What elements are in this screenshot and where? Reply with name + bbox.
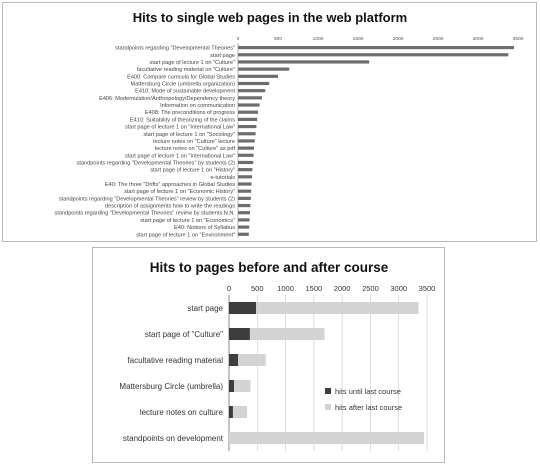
x-tick-label: 2500 xyxy=(432,37,444,42)
category-label: description of assignments how to write the readings xyxy=(105,203,235,210)
bar-hits-after-last-course xyxy=(238,354,266,366)
chart-title: Hits to pages before and after course xyxy=(149,260,389,275)
bar xyxy=(238,154,254,157)
bar-hits-after-last-course xyxy=(234,380,250,392)
category-label: E408: The preconditions of progress xyxy=(144,110,235,117)
category-label: standpoints regarding "Developmental Theories" review by students N.N. xyxy=(54,210,235,217)
bar xyxy=(238,60,369,63)
category-label: E410: Mode of sustainable development xyxy=(135,88,235,95)
category-label: Mattersburg Circle (umbrella) xyxy=(119,382,223,391)
bar xyxy=(238,175,252,178)
legend-label: hits after last course xyxy=(335,403,403,412)
category-label: lecture notes on culture xyxy=(139,408,223,417)
chart-single-pages xyxy=(2,2,537,242)
x-tick-label: 1500 xyxy=(352,37,364,42)
x-tick-label: 0 xyxy=(226,284,232,293)
category-label: E400: Compare curricula for Global Studies xyxy=(127,74,235,81)
bar-hits-after-last-course xyxy=(229,432,424,444)
bar xyxy=(238,53,508,56)
bar xyxy=(238,132,256,135)
category-label: E410: Suitability of theorizing of the claims xyxy=(129,117,235,124)
x-tick-label: 3500 xyxy=(418,284,436,293)
legend-label: hits until last course xyxy=(335,387,401,396)
bar xyxy=(238,182,252,185)
chart-single-pages-svg xyxy=(3,3,538,243)
category-label: start page of lecture 1 on "History" xyxy=(150,167,235,174)
category-label: start page of lecture 1 on "Economics" xyxy=(140,217,235,224)
bar-hits-after-last-course xyxy=(256,302,418,314)
bar xyxy=(238,103,260,106)
bar xyxy=(238,75,278,78)
bar xyxy=(238,204,250,207)
bar xyxy=(238,89,265,92)
category-label: E40: The three "Drifts" approaches in Global Studies xyxy=(104,182,235,189)
bar xyxy=(238,96,262,99)
bar xyxy=(238,168,252,171)
bar-hits-until-last-course xyxy=(229,354,238,366)
category-label: facultative reading material on "Culture" xyxy=(136,67,235,74)
chart-title: Hits to single web pages in the web platform xyxy=(132,10,408,25)
category-label: lecture notes on "Culture" lecture xyxy=(153,138,235,145)
x-tick-label: 500 xyxy=(251,284,264,293)
category-label: start page of "Culture" xyxy=(144,330,223,339)
category-label: E406: Modernization/Anthropology/Dependency theory xyxy=(99,95,235,102)
bar xyxy=(238,147,254,150)
category-label: start page of lecture 1 on "Culture" xyxy=(149,59,235,66)
x-tick-label: 0 xyxy=(236,37,240,42)
category-label: start page of lecture 1 on "Environment" xyxy=(136,232,235,239)
x-tick-label: 1000 xyxy=(277,284,294,293)
bar-hits-after-last-course xyxy=(250,328,325,340)
x-tick-label: 3000 xyxy=(390,284,408,293)
bar-hits-after-last-course xyxy=(233,406,247,418)
x-tick-label: 3500 xyxy=(512,37,524,42)
chart-before-after-svg xyxy=(93,248,446,464)
x-tick-label: 1000 xyxy=(312,37,324,42)
bar xyxy=(238,68,289,71)
x-tick-label: 1500 xyxy=(305,284,323,293)
bar xyxy=(238,225,249,228)
bar xyxy=(238,82,269,85)
category-label: start page xyxy=(187,304,223,313)
bar-hits-until-last-course xyxy=(229,302,256,314)
category-label: e-tutorials xyxy=(210,174,235,181)
category-label: standpoints on development xyxy=(122,434,223,443)
x-tick-label: 500 xyxy=(273,37,283,42)
legend-swatch xyxy=(325,388,331,394)
bar-hits-until-last-course xyxy=(229,328,250,340)
category-label: standpoints regarding "Developmental Theories" xyxy=(115,45,235,52)
category-label: E40: Notions of Syllabus xyxy=(174,225,235,232)
category-label: standpoints regarding "Developmental Theories" by students (2) xyxy=(76,160,235,167)
category-label: start page of lecture 1 on "International Law" xyxy=(124,124,235,131)
bar xyxy=(238,190,251,193)
category-label: start page of lecture 1 on "Sociology" xyxy=(143,131,235,138)
x-tick-label: 2000 xyxy=(333,284,351,293)
bar xyxy=(238,197,251,200)
category-label: start page of lecture 1 on "Economic History" xyxy=(124,189,235,196)
bar xyxy=(238,111,258,114)
category-label: start page of lecture 1 on "International Law" xyxy=(124,153,235,160)
x-tick-label: 2000 xyxy=(392,37,404,42)
bar-hits-until-last-course xyxy=(229,406,233,418)
bar-hits-until-last-course xyxy=(229,380,234,392)
bar xyxy=(238,211,250,214)
category-label: Information on communication xyxy=(160,103,235,110)
bar xyxy=(238,125,256,128)
x-tick-label: 3000 xyxy=(472,37,484,42)
category-label: facultative reading material xyxy=(127,356,223,365)
chart-before-after xyxy=(92,247,445,463)
category-label: start page xyxy=(210,52,235,59)
category-label: Mattersburg Circle (umbrella organization) xyxy=(130,81,235,88)
bar xyxy=(238,233,249,236)
bar xyxy=(238,161,253,164)
bar xyxy=(238,46,514,49)
category-label: lecture notes on "Culture" as pdf xyxy=(154,146,235,153)
bar xyxy=(238,118,257,121)
x-tick-label: 2500 xyxy=(362,284,379,293)
bar xyxy=(238,139,255,142)
category-label: standpoints regarding "Developmental Theories" review by students (2) xyxy=(58,196,235,203)
bar xyxy=(238,218,250,221)
legend-swatch xyxy=(325,404,331,410)
